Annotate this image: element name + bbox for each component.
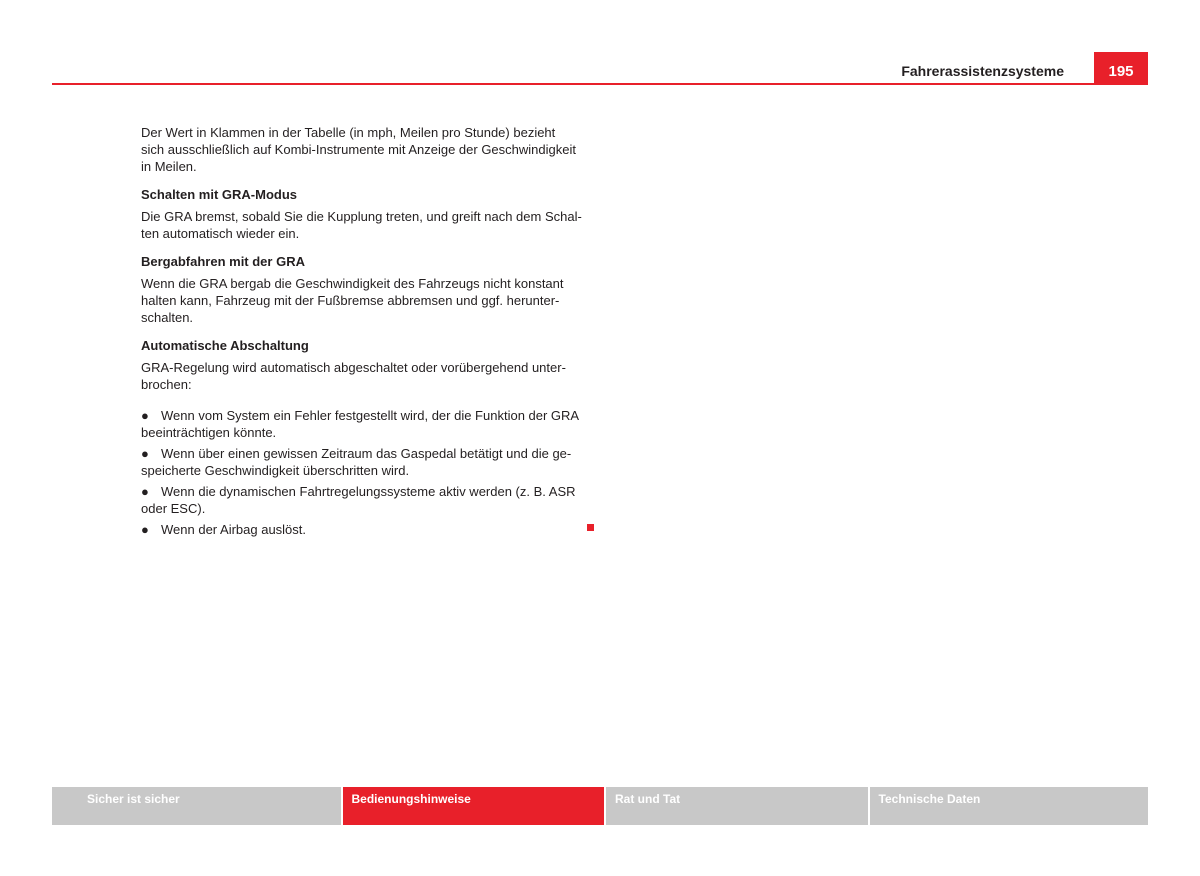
intro-line: sich ausschließlich auf Kombi-Instrumente mit Anzeige der Geschwindigkeit (141, 142, 576, 157)
tab-bedienungshinweise[interactable]: Bedienungshinweise (343, 787, 605, 825)
section-paragraph (141, 275, 586, 326)
paragraph-line: Die GRA bremst, sobald Sie die Kupplung treten, und greift nach dem Schal- (141, 209, 582, 224)
intro-paragraph (141, 124, 586, 175)
list-item-line: Wenn der Airbag auslöst. (161, 522, 307, 537)
paragraph-line: ten automatisch wieder ein. (141, 226, 300, 241)
section-heading: Schalten mit GRA-Modus (141, 187, 298, 202)
section-end-marker-icon (587, 524, 594, 531)
list-item (141, 407, 586, 441)
section-heading: Bergabfahren mit der GRA (141, 254, 305, 269)
intro-line: in Meilen. (141, 159, 197, 174)
bullet-icon: ● (141, 522, 149, 537)
list-item (141, 521, 586, 538)
paragraph-line: halten kann, Fahrzeug mit der Fußbremse abbremsen und ggf. herunter- (141, 293, 560, 308)
tab-sicher-ist-sicher[interactable]: Sicher ist sicher (52, 787, 341, 825)
list-item-line: speicherte Geschwindigkeit überschritten wird. (141, 463, 410, 478)
section-title: Fahrerassistenzsysteme (901, 63, 1064, 79)
bullet-list (141, 407, 586, 538)
header-rule (52, 83, 1148, 85)
tab-technische-daten[interactable]: Technische Daten (870, 787, 1148, 825)
section-paragraph (141, 208, 586, 242)
bullet-icon: ● (141, 408, 149, 423)
page-content (141, 124, 586, 542)
tab-rat-und-tat[interactable]: Rat und Tat (606, 787, 868, 825)
intro-line: Der Wert in Klammen in der Tabelle (in mph, Meilen pro Stunde) bezieht (141, 125, 556, 140)
list-item-line: Wenn vom System ein Fehler festgestellt wird, der die Funktion der GRA (161, 408, 580, 423)
paragraph-line: GRA-Regelung wird automatisch abgeschaltet oder vorübergehend unter- (141, 360, 566, 375)
page-number: 195 (1108, 62, 1134, 80)
paragraph-line: schalten. (141, 310, 194, 325)
section-heading: Automatische Abschaltung (141, 338, 309, 353)
page-number-badge (1094, 52, 1148, 84)
list-item-line: Wenn über einen gewissen Zeitraum das Gaspedal betätigt und die ge- (161, 446, 572, 461)
list-item-line: Wenn die dynamischen Fahrtregelungssysteme aktiv werden (z. B. ASR (161, 484, 576, 499)
list-item (141, 483, 586, 517)
list-item (141, 445, 586, 479)
footer-tabs (52, 787, 1148, 825)
list-item-line: oder ESC). (141, 501, 206, 516)
section-paragraph (141, 359, 586, 393)
bullet-icon: ● (141, 484, 149, 499)
paragraph-line: brochen: (141, 377, 192, 392)
bullet-icon: ● (141, 446, 149, 461)
list-item-line: beeinträchtigen könnte. (141, 425, 277, 440)
paragraph-line: Wenn die GRA bergab die Geschwindigkeit des Fahrzeugs nicht konstant (141, 276, 564, 291)
